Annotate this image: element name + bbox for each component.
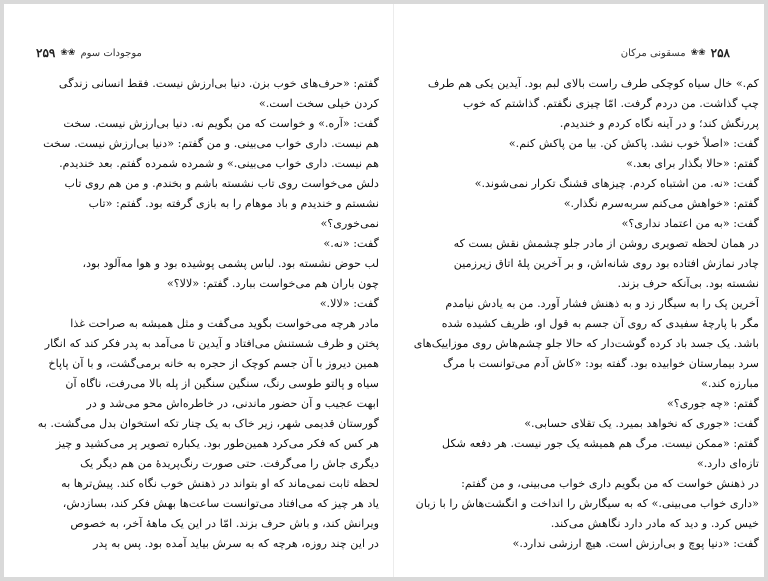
right-page-body [414,74,759,554]
text-line: لب حوض نشسته بود. لباس پشمی پوشیده بود و هوا مه‌آلود بود، [82,257,379,270]
text-line: ابهت عجیب و آن حضور ماندنی، در خاطره‌اش محو می‌شد و در [86,397,379,410]
text-line: همین دیروز با آن جسم کوچک از حجره به خانه برمی‌گشت، و با آن پاپاخ [48,357,379,370]
text-line: سرد بیمارستان خوابیده بود. گفته بود: «کاش آدم می‌توانست با مرگ [442,357,759,370]
ornament-icon: ❀❀ [60,48,76,58]
text-line: گفتم: «خواهش می‌کنم سربه‌سرم نگذار.» [563,197,759,210]
text-line: نشستم و خندیدم و باد موهام را به بازی گرفته بود. گفتم: «تاب [88,197,379,210]
text-line: تازه‌ای دارد.» [696,457,759,470]
text-line: گفت: «به من اعتماد نداری؟» [621,217,759,230]
text-line: ویرانش کند، و باش حرف بزند. امّا در این یک ماههٔ آخر، به خصوص [70,517,379,530]
text-line: سیاه و پالتو طوسی رنگ، سنگین سنگین از پله بالا می‌رفت، ناگاه آن [65,377,379,390]
text-line: در این چند روزه، هرچه که به سرش بیاید آمده بود. پس به پدر [93,537,379,550]
text-line: در همان لحظه تصویری روشن از مادر جلو چشمش نقش بست که [453,237,759,250]
text-line: گفت: «اصلاً خوب نشد. پاکش کن. بیا من پاکش کنم.» [508,137,759,150]
page-fold [393,4,394,577]
right-running-head: مسقونی مرکان [620,47,686,59]
text-line: چون باران هم می‌خواست ببارد. گفتم: «لالا؟» [166,277,379,290]
text-line: خیس کرد. و دید که مادر دارد نگاهش می‌کند. [550,517,759,530]
text-line: نشسته بود. بی‌آنکه حرف بزند. [617,277,759,290]
left-page-header [36,44,142,62]
text-line: گفتم: «چه جوری؟» [666,397,759,410]
text-line: باشد. یک جسد باد کرده گوشت‌دار که حالا جلو چشم‌هاش روی موزاییک‌های [414,337,759,350]
text-line: مگر با پارچهٔ سفیدی که روی آن جسم به قول او، ظریف کشیده شده [441,317,759,330]
text-line: مبارزه کند.» [701,377,759,390]
text-line: گفتم: «حرف‌های خوب بزن. دنیا بی‌ارزش نیست. فقط انسانی زندگی [58,77,379,90]
text-line: گفت: «نه. من اشتباه کردم. چیزهای قشنگ تکرار نمی‌شوند.» [474,177,759,190]
text-line: پررنگش کند؛ و در آینه نگاه کردم و خندیدم. [559,117,759,130]
text-line: آخرین پک را به سیگار زد و به ذهنش فشار آورد. من به یادش نیامدم [445,297,759,310]
text-line: هم نیست. داری خواب می‌بینی. و من گفتم: «دنیا بی‌ارزش نیست. سخت [43,137,379,150]
left-running-head: موجودات سوم [80,47,142,59]
right-page-number: ۲۵۸ [710,46,730,60]
text-line: دیگری جاش را می‌گرفت. حتی صورت رنگ‌پریدهٔ من هم دیگر یک [80,457,379,470]
text-line: گفت: «جوری که نخواهد بمیرد. یک تقلای حسابی.» [524,417,759,430]
text-line: پختن و ظرف شستنش می‌افتاد و آیدین تا می‌آمد به پدر فکر کند که انگار [44,337,379,350]
text-line: چپ گذاشت. من دردم گرفت. امّا چیزی نگفتم. گذاشتم که خوب [463,97,759,110]
left-page-number: ۲۵۹ [36,46,56,60]
text-line: گفت: «آره.» و خواست که من بگویم نه. دنیا بی‌ارزش نیست. سخت [63,117,379,130]
text-line: یاد هر چیز که می‌افتاد می‌توانست ساعت‌ها بهش فکر کند، بسازدش، [62,497,379,510]
ornament-icon: ❀❀ [690,48,706,58]
text-line: چادر نمازش افتاده بود روی شانه‌اش، و بر آخرین پلهٔ اتاق زیرزمین [453,257,759,270]
right-page-header [621,44,730,62]
text-line: گفتم: «ممکن نیست. مرگ هم همیشه یک جور نیست. هر دفعه شکل [441,437,759,450]
text-line: کردن خیلی سخت است.» [258,97,379,110]
text-line: هر کس که فکر می‌کرد همین‌طور بود. یکباره تصویر پر می‌کشید و چیز [55,437,379,450]
text-line: نمی‌خوری؟» [320,217,379,230]
text-line: گفت: «نه.» [323,237,379,250]
text-line: مادر هرچه می‌خواست بگوید می‌گفت و مثل همیشه به صراحت غذا [70,317,379,330]
text-line: گفتم: «حالا بگذار برای بعد.» [626,157,759,170]
text-line: کم.» خال سیاه کوچکی طرف راست بالای لبم بود. آیدین یکی هم طرف [427,77,759,90]
text-line: هم نیست. داری خواب می‌بینی.» و شمرده شمرده گفتم. بعد خندیدم. [59,157,379,170]
text-line: دلش می‌خواست روی تاب نشسته باشم و بخندم. و من هم روی تاب [64,177,379,190]
left-page-body [34,74,379,554]
book-spread [4,4,764,577]
text-line: در ذهنش خواست که من بگویم داری خواب می‌بینی، و من گفتم: [461,477,759,490]
text-line: لحظه ثابت نمی‌ماند که او بتواند در ذهنش خوب نگاه کند. پیش‌ترها به [61,477,379,490]
text-line: گورستان قدیمی شهر، زیر خاک به یک چنار تکه استخوان بدل می‌گشت. به [37,417,379,430]
text-line: گفت: «دنیا پوچ و بی‌ارزش است. هیچ ارزشی ندارد.» [512,537,759,550]
text-line: گفت: «لالا.» [319,297,379,310]
text-line: «داری خواب می‌بینی.» که به سیگارش را انداخت و انگشت‌هاش را با زبان [415,497,759,510]
